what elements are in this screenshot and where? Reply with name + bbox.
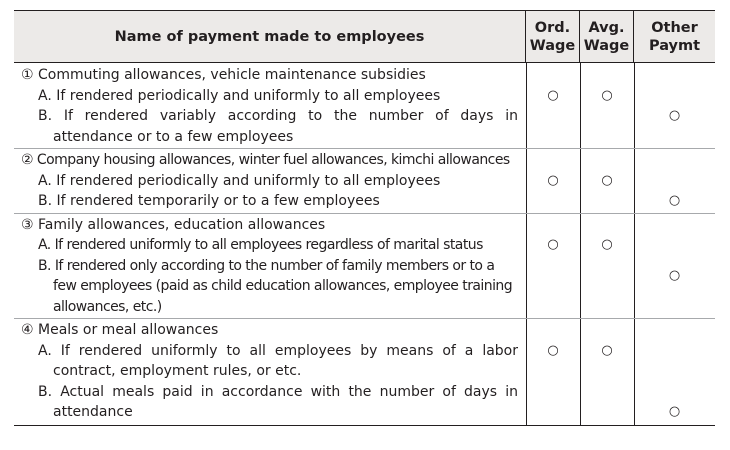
table-row [14, 215, 715, 236]
table-row [14, 171, 715, 192]
table-row [14, 341, 715, 382]
other-payment-cell [634, 171, 715, 192]
header-other-payment-line1: Other [651, 19, 698, 36]
table-body [14, 63, 715, 425]
table-row [14, 65, 715, 86]
table-row-group-family [14, 214, 715, 320]
ordinary-wage-mark: ○ [547, 172, 559, 188]
table-row [14, 191, 715, 212]
average-wage-cell [580, 256, 634, 318]
item-text-continuation: contract, employment rules, or etc. [53, 363, 302, 379]
item-text-continuation: few employees (paid as child education allowances, employee training [53, 278, 513, 294]
table-row [14, 106, 715, 147]
header-average-wage-line2: Wage [583, 37, 630, 54]
header-payment-name [14, 11, 526, 62]
average-wage-cell [580, 106, 634, 147]
table-header-row [14, 11, 715, 63]
item-text: A. If rendered periodically and uniformly to all employees [38, 172, 441, 189]
item-text-continuation: allowances, etc.) [53, 298, 162, 315]
ordinary-wage-mark: ○ [547, 342, 559, 358]
item-text-block [14, 341, 526, 382]
table-row-group-housing [14, 149, 715, 214]
table-row [14, 382, 715, 423]
group-title: ④ Meals or meal allowances [21, 322, 219, 338]
average-wage-mark: ○ [601, 237, 613, 252]
other-payment-cell [634, 341, 715, 382]
item-text: B. If rendered only according to the number of family members or to a [38, 257, 495, 274]
table-row [14, 235, 715, 256]
item-text-continuation: attendance or to a few employees [53, 128, 294, 145]
other-payment-cell [634, 86, 715, 107]
group-title: ③ Family allowances, education allowances [21, 216, 326, 233]
wage-classification-table [14, 10, 715, 426]
item-text: B. If rendered temporarily or to a few employees [38, 193, 380, 209]
header-other-payment [634, 11, 715, 62]
header-average-wage [580, 11, 634, 62]
ordinary-wage-mark: ○ [547, 87, 559, 103]
average-wage-mark: ○ [601, 342, 613, 358]
other-payment-mark: ○ [668, 108, 681, 123]
item-text-block [14, 382, 526, 423]
item-text-continuation: attendance [53, 404, 133, 420]
header-ordinary-wage-line1: Ord. [534, 19, 571, 36]
ordinary-wage-mark: ○ [547, 237, 559, 252]
average-wage-cell [580, 191, 634, 212]
table-row [14, 150, 715, 171]
average-wage-cell [580, 382, 634, 423]
table-row-group-meals [14, 319, 715, 425]
other-payment-cell [634, 235, 715, 256]
header-ordinary-wage [526, 11, 580, 62]
table-row [14, 256, 715, 318]
average-wage-mark: ○ [601, 172, 613, 188]
item-text: A. If rendered uniformly to all employees regardless of marital status [38, 237, 483, 253]
other-payment-mark: ○ [668, 193, 681, 208]
header-payment-name-text: Name of payment made to employees [114, 28, 425, 45]
item-text: B. Actual meals paid in accordance with the number of days in [38, 383, 518, 400]
other-payment-mark: ○ [668, 404, 681, 419]
header-other-payment-line2: Paymt [648, 37, 701, 54]
table-row [14, 320, 715, 341]
other-payment-mark: ○ [668, 267, 681, 283]
ordinary-wage-cell [526, 256, 580, 318]
table-row-group-commuting [14, 63, 715, 149]
item-text-block [14, 106, 526, 147]
ordinary-wage-cell [526, 106, 580, 147]
ordinary-wage-cell [526, 382, 580, 423]
item-text: A. If rendered periodically and uniformly to all employees [38, 87, 441, 104]
average-wage-mark: ○ [601, 87, 613, 103]
item-text: B. If rendered variably according to the number of days in [38, 108, 518, 124]
table-row [14, 86, 715, 107]
header-ordinary-wage-line2: Wage [529, 37, 576, 54]
item-text-block [14, 256, 526, 318]
ordinary-wage-cell [526, 191, 580, 212]
group-title: ① Commuting allowances, vehicle maintenance subsidies [21, 67, 426, 83]
item-text: A. If rendered uniformly to all employees by means of a labor [38, 342, 518, 359]
header-average-wage-line1: Avg. [588, 19, 625, 36]
group-title: ② Company housing allowances, winter fuel allowances, kimchi allowances [21, 152, 510, 168]
